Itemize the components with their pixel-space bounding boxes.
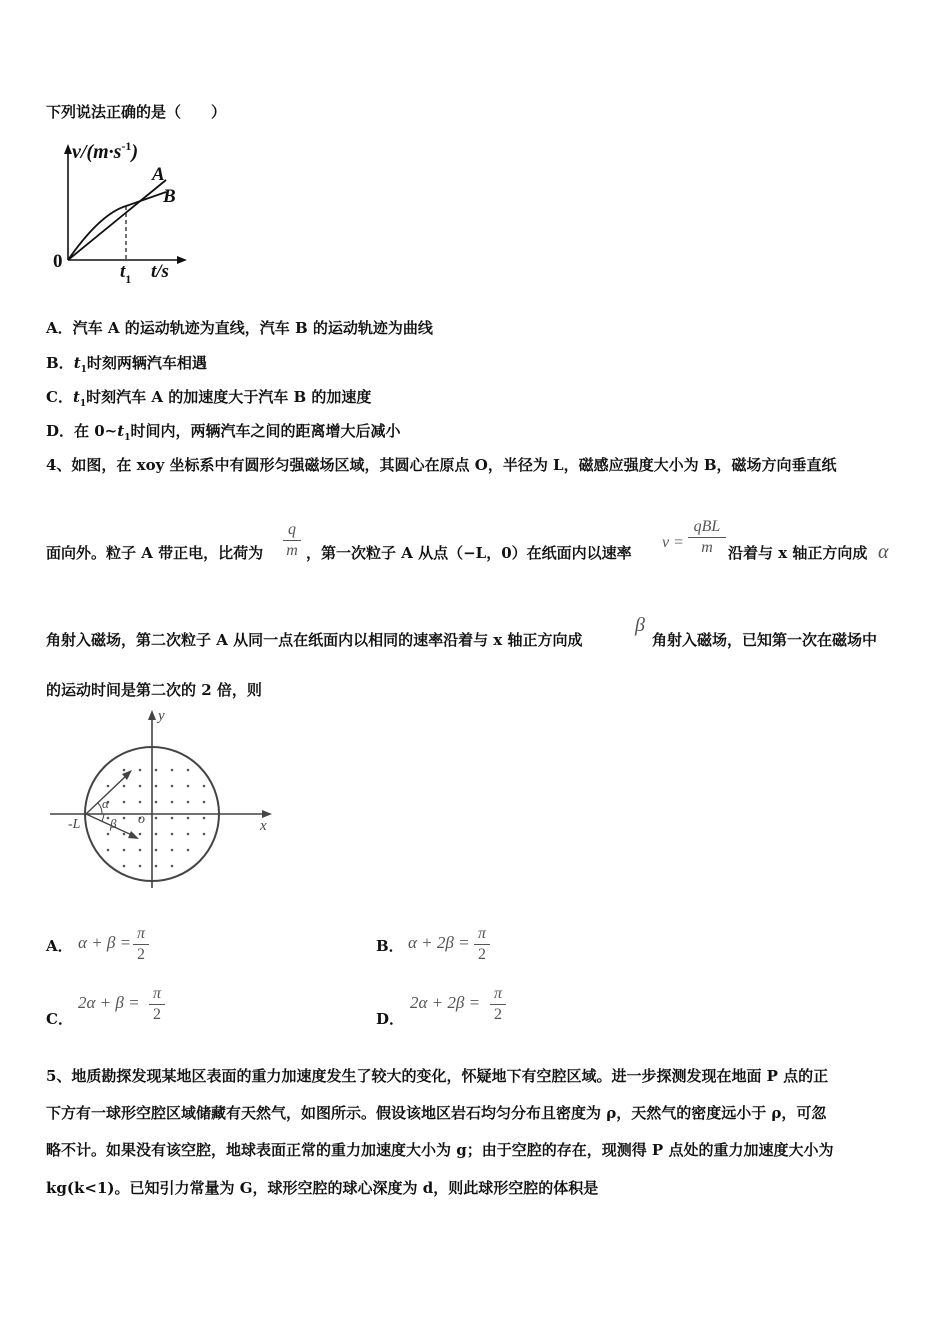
q4-line-2b: ，第一次粒子 A 从点（−L，0）在纸面内以速率 bbox=[306, 544, 632, 562]
q4-option-d-label[interactable]: D． bbox=[376, 1010, 405, 1028]
field-dot bbox=[123, 833, 126, 836]
field-dot bbox=[203, 785, 206, 788]
curve-a-label: A bbox=[152, 164, 165, 185]
q4-option-d-expr[interactable]: 2α + 2β = bbox=[410, 993, 481, 1012]
field-dot bbox=[123, 865, 126, 868]
field-dot bbox=[171, 865, 174, 868]
fig-y-label: y bbox=[158, 708, 165, 724]
beta-arc bbox=[102, 814, 104, 821]
field-dot bbox=[155, 769, 158, 772]
fig-x-label: x bbox=[260, 818, 267, 834]
field-dot bbox=[107, 817, 110, 820]
field-dot bbox=[203, 817, 206, 820]
velocity-fraction: qBL m bbox=[688, 518, 726, 557]
field-dot bbox=[139, 801, 142, 804]
beta-symbol: β bbox=[635, 614, 645, 636]
q4-option-a-label[interactable]: A． bbox=[46, 937, 73, 955]
field-dot bbox=[187, 801, 190, 804]
field-dot bbox=[171, 849, 174, 852]
q4-line-2c: 沿着与 x 轴正方向成 bbox=[728, 544, 868, 562]
field-dot bbox=[155, 785, 158, 788]
field-dot bbox=[187, 833, 190, 836]
field-dot bbox=[171, 833, 174, 836]
field-dot bbox=[139, 849, 142, 852]
q3-stem: 下列说法正确的是（ ） bbox=[46, 103, 227, 121]
field-dot bbox=[187, 785, 190, 788]
fig-alpha-label: α bbox=[102, 796, 109, 811]
q4-line-4: 的运动时间是第二次的 2 倍，则 bbox=[46, 681, 262, 699]
field-dot bbox=[123, 785, 126, 788]
fig-origin-label: o bbox=[138, 812, 145, 827]
q4-option-b-label[interactable]: B． bbox=[376, 937, 404, 955]
field-dot bbox=[123, 849, 126, 852]
field-dot bbox=[187, 769, 190, 772]
vt-graph bbox=[48, 132, 188, 292]
q4-option-d-fraction: π 2 bbox=[490, 985, 506, 1024]
alpha-symbol: α bbox=[878, 541, 889, 563]
field-dot bbox=[203, 833, 206, 836]
charge-mass-ratio-fraction: q m bbox=[283, 521, 301, 560]
magnetic-field-figure bbox=[44, 704, 284, 890]
field-dot bbox=[155, 849, 158, 852]
q4-line-3b: 角射入磁场，已知第一次在磁场中 bbox=[652, 631, 878, 649]
field-dots bbox=[107, 769, 206, 868]
q4-option-a-fraction: π 2 bbox=[133, 925, 149, 964]
field-dot bbox=[123, 769, 126, 772]
vt-y-label: $v/(m\cdot s^{-1})$ bbox=[72, 139, 139, 163]
vt-x-arrow bbox=[177, 256, 187, 264]
field-dot bbox=[139, 865, 142, 868]
field-dot bbox=[187, 849, 190, 852]
q4-line-1: 4、如图，在 xoy 坐标系中有圆形匀强磁场区域，其圆心在原点 O，半径为 L，磁感应强度大小为 B，磁场方向垂直纸 bbox=[46, 456, 837, 474]
q5-line-1: 5、地质勘探发现某地区表面的重力加速度发生了较大的变化，怀疑地下有空腔区域。进一步探测发现在地面 P 点的正 bbox=[46, 1067, 829, 1085]
curve-a-line bbox=[68, 180, 166, 260]
q5-line-3: 略不计。如果没有该空腔，地球表面正常的重力加速度大小为 g；由于空腔的存在，现测得 P 点处的重力加速度大小为 bbox=[46, 1141, 834, 1159]
q4-option-c-fraction: π 2 bbox=[149, 985, 165, 1024]
q3-option-d[interactable]: D．在 $0\sim t_1$时间内，两辆汽车之间的距离增大后减小 bbox=[46, 422, 401, 443]
beta-arrowhead bbox=[128, 831, 139, 839]
q4-line-2a: 面向外。粒子 A 带正电，比荷为 bbox=[46, 544, 264, 562]
q5-line-2: 下方有一球形空腔区域储藏有天然气，如图所示。假设该地区岩石均匀分布且密度为 ρ，天然气的密度远小于 ρ，可忽 bbox=[46, 1104, 827, 1122]
field-dot bbox=[171, 817, 174, 820]
field-dot bbox=[139, 833, 142, 836]
q4-option-c-label[interactable]: C． bbox=[46, 1010, 73, 1028]
field-dot bbox=[155, 801, 158, 804]
field-dot bbox=[187, 817, 190, 820]
field-dot bbox=[155, 865, 158, 868]
field-dot bbox=[139, 785, 142, 788]
q4-line-3a: 角射入磁场，第二次粒子 A 从同一点在纸面内以相同的速率沿着与 x 轴正方向成 bbox=[46, 631, 583, 649]
fig-beta-label: β bbox=[110, 816, 117, 831]
q4-option-a-expr[interactable]: α + β = bbox=[78, 933, 132, 952]
vt-y-arrow bbox=[64, 144, 72, 154]
q4-option-c-expr[interactable]: 2α + β = bbox=[78, 993, 140, 1012]
t1-label: $t_1$ bbox=[120, 261, 132, 286]
q3-option-a[interactable]: A．汽车 A 的运动轨迹为直线，汽车 B 的运动轨迹为曲线 bbox=[46, 319, 433, 337]
q3-option-b[interactable]: B．$t_1$时刻两辆汽车相遇 bbox=[46, 354, 207, 375]
field-dot bbox=[107, 833, 110, 836]
field-dot bbox=[123, 801, 126, 804]
field-dot bbox=[171, 769, 174, 772]
field-dot bbox=[139, 769, 142, 772]
curve-b-line bbox=[68, 192, 166, 260]
field-dot bbox=[171, 785, 174, 788]
field-dot bbox=[107, 849, 110, 852]
q4-option-b-expr[interactable]: α + 2β = bbox=[408, 933, 470, 952]
field-dot bbox=[171, 801, 174, 804]
fig-x-arrow bbox=[262, 810, 272, 818]
field-dot bbox=[107, 785, 110, 788]
fig-y-arrow bbox=[148, 710, 156, 720]
field-dot bbox=[155, 817, 158, 820]
curve-b-label: B bbox=[163, 186, 176, 207]
field-dot bbox=[203, 801, 206, 804]
field-dot bbox=[123, 817, 126, 820]
q3-option-c[interactable]: C．$t_1$时刻汽车 A 的加速度大于汽车 B 的加速度 bbox=[46, 388, 372, 409]
fig-neg-l-label: -L bbox=[68, 817, 81, 832]
velocity-symbol: v = bbox=[662, 534, 684, 551]
vt-x-label: t/s bbox=[151, 261, 169, 282]
vt-origin-label: 0 bbox=[53, 251, 63, 272]
field-dot bbox=[155, 833, 158, 836]
q5-line-4: kg(k<1)。已知引力常量为 G，球形空腔的球心深度为 d，则此球形空腔的体积是 bbox=[46, 1179, 599, 1197]
q4-option-b-fraction: π 2 bbox=[474, 925, 490, 964]
